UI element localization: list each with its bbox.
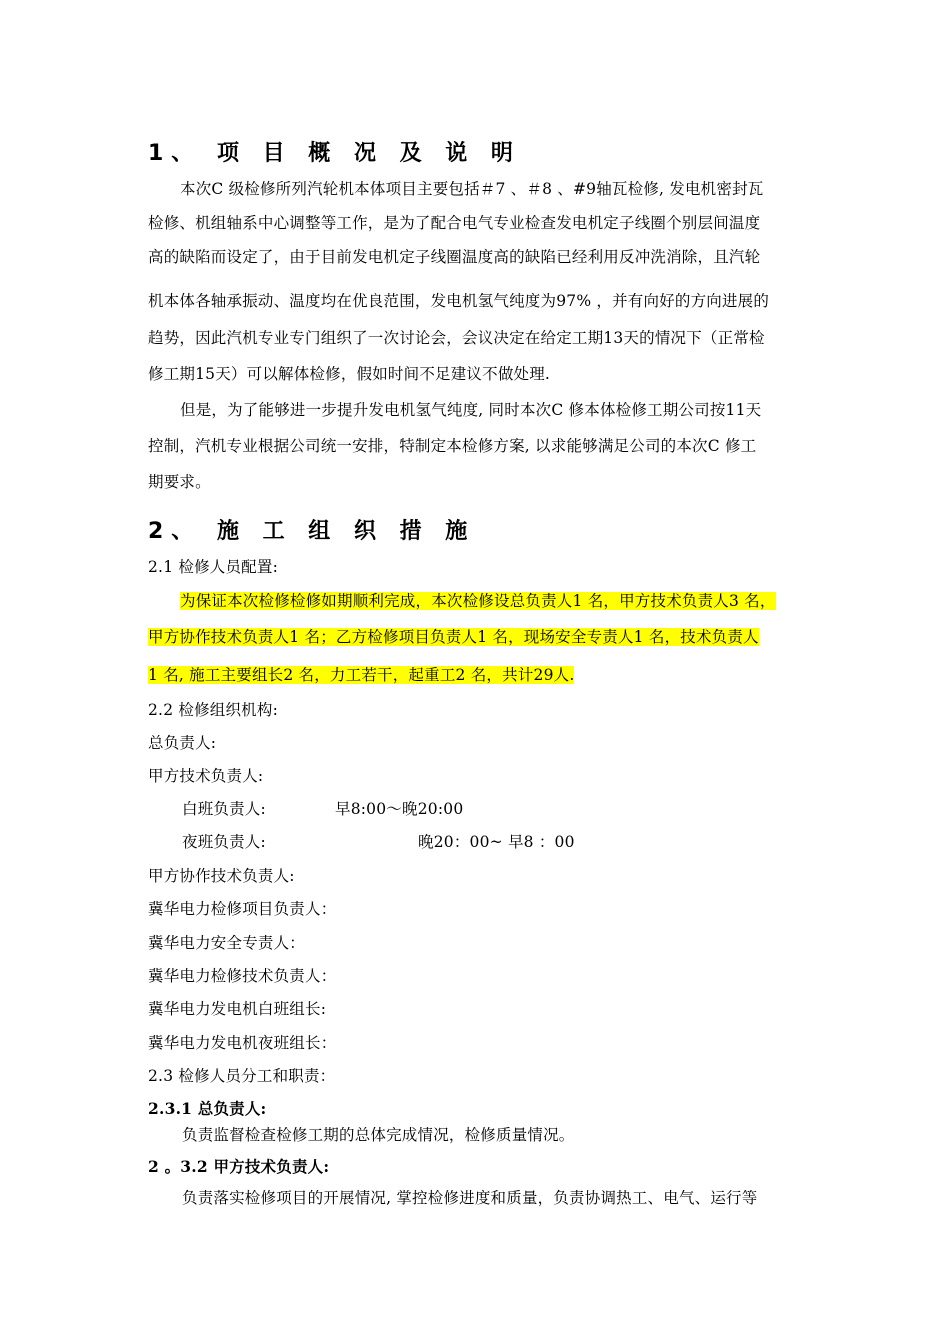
subsection-2-3-2-text: 负责落实检修项目的开展情况, 掌控检修进度和质量，负责协调热工、电气、运行等	[182, 1189, 758, 1207]
section-2-heading: 2、 施 工 组 织 措 施	[148, 519, 476, 544]
org-general-manager: 总负责人:	[148, 734, 217, 752]
highlighted-line	[148, 625, 759, 647]
paragraph-line: 检修、机组轴系中心调整等工作，是为了配合电气专业检查发电机定子线圈个别层间温度	[148, 214, 761, 232]
org-jh-day-leader: 冀华电力发电机白班组长:	[148, 1000, 327, 1018]
org-jh-project: 冀华电力检修项目负责人：	[148, 900, 337, 918]
org-night-shift-time: 晚20：00~ 早8 ：00	[418, 833, 575, 851]
subsection-2-3-2-title: 2 。3.2 甲方技术负责人:	[148, 1157, 330, 1176]
subsection-2-3-1-text: 负责监督检查检修工期的总体完成情况，检修质量情况。	[182, 1126, 575, 1144]
paragraph-line: 修工期15天）可以解体检修，假如时间不足建议不做处理.	[148, 365, 551, 383]
subsection-2-3-1-title: 2.3.1 总负责人:	[148, 1099, 267, 1118]
paragraph-line: 但是，为了能够进一步提升发电机氢气纯度, 同时本次C 修本体检修工期公司按11天	[180, 401, 762, 419]
highlight-text: 为保证本次检修检修如期顺利完成，本次检修设总负责人1 名，甲方技术负责人3 名，	[180, 592, 776, 610]
paragraph-line: 高的缺陷而设定了，由于目前发电机定子线圈温度高的缺陷已经利用反冲洗消除，且汽轮	[148, 248, 761, 266]
paragraph-line: 机本体各轴承振动、温度均在优良范围，发电机氢气纯度为97% ，并有向好的方向进展的	[148, 292, 770, 310]
paragraph-line: 本次C 级检修所列汽轮机本体项目主要包括＃7 、＃8 、#9轴瓦检修, 发电机密封瓦	[180, 180, 764, 198]
highlight-text: 甲方协作技术负责人1 名；乙方检修项目负责人1 名，现场安全专责人1 名，技术负责人	[148, 628, 759, 646]
paragraph-line: 趋势，因此汽机专业专门组织了一次讨论会，会议决定在给定工期13天的情况下（正常检	[148, 329, 765, 347]
section-1-heading: 1、 项 目 概 况 及 说 明	[148, 141, 521, 166]
subsection-2-2-title: 2.2 检修组织机构:	[148, 701, 278, 719]
org-day-shift-label: 白班负责人:	[182, 800, 266, 818]
org-party-a-coop: 甲方协作技术负责人:	[148, 867, 295, 885]
subsection-2-3-title: 2.3 检修人员分工和职责：	[148, 1067, 336, 1085]
org-day-shift-time: 早8:00～晚20:00	[335, 800, 464, 818]
org-jh-safety: 冀华电力安全专责人：	[148, 934, 306, 952]
paragraph-line: 期要求。	[148, 473, 211, 491]
org-night-shift-label: 夜班负责人:	[182, 833, 266, 851]
highlighted-line	[148, 663, 574, 685]
org-party-a-tech: 甲方技术负责人:	[148, 767, 264, 785]
highlight-text: 1 名, 施工主要组长2 名，力工若干，起重工2 名，共计29人.	[148, 666, 575, 684]
subsection-2-1-title: 2.1 检修人员配置:	[148, 558, 278, 576]
org-jh-night-leader: 冀华电力发电机夜班组长：	[148, 1034, 337, 1052]
highlighted-line	[180, 589, 776, 611]
org-jh-tech: 冀华电力检修技术负责人：	[148, 967, 337, 985]
paragraph-line: 控制，汽机专业根据公司统一安排，特制定本检修方案, 以求能够满足公司的本次C 修工	[148, 437, 757, 455]
